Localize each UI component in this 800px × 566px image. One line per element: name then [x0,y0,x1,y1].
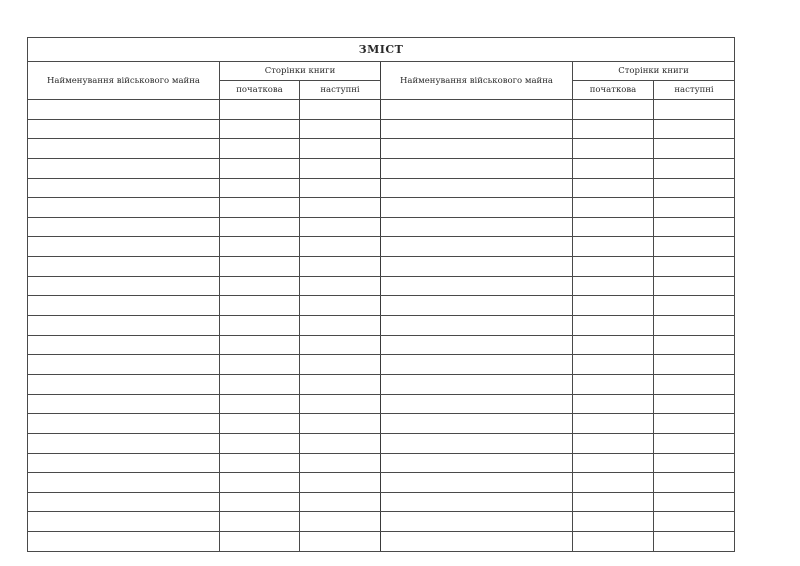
right-first-page-cell [573,335,654,355]
left-next-pages-cell [300,296,381,316]
left-next-pages-cell [300,453,381,473]
left-first-page-cell [220,492,300,512]
right-next-pages-cell [654,139,735,159]
left-next-pages-cell [300,355,381,375]
left-pages-header: Сторінки книги [220,62,381,81]
right-first-page-cell [573,100,654,120]
right-first-page-cell [573,355,654,375]
right-first-page-cell [573,276,654,296]
table-row [28,394,735,414]
right-first-page-cell [573,512,654,532]
table-row [28,237,735,257]
left-first-page-cell [220,316,300,336]
left-first-page-cell [220,158,300,178]
table-row [28,374,735,394]
left-next-pages-cell [300,119,381,139]
right-name-cell [381,178,573,198]
right-next-pages-cell [654,433,735,453]
right-next-pages-cell [654,178,735,198]
table-row [28,257,735,277]
table-row [28,355,735,375]
contents-form-table [27,37,735,552]
left-next-pages-cell [300,394,381,414]
table-row [28,492,735,512]
right-name-cell [381,453,573,473]
right-next-pages-cell [654,394,735,414]
right-name-cell [381,119,573,139]
left-first-page-cell [220,217,300,237]
right-first-page-cell [573,414,654,434]
left-next-pages-cell [300,414,381,434]
left-next-pages-cell [300,198,381,218]
table-row [28,178,735,198]
left-first-page-cell [220,335,300,355]
right-name-cell [381,100,573,120]
left-next-pages-cell [300,335,381,355]
left-first-page-cell [220,355,300,375]
form-body [28,100,735,552]
table-row [28,119,735,139]
left-first-page-cell [220,257,300,277]
left-next-pages-cell [300,492,381,512]
right-next-pages-cell [654,198,735,218]
right-first-page-cell [573,532,654,552]
left-name-cell [28,414,220,434]
right-name-cell [381,237,573,257]
left-first-page-cell [220,512,300,532]
left-next-pages-cell [300,178,381,198]
right-next-pages-cell [654,473,735,493]
left-name-cell [28,178,220,198]
form-title: ЗМІСТ [28,38,735,62]
right-name-cell [381,276,573,296]
right-next-pages-cell [654,335,735,355]
right-first-page-cell [573,178,654,198]
left-name-cell [28,394,220,414]
right-name-cell [381,158,573,178]
right-next-pages-cell [654,100,735,120]
left-next-pages-cell [300,532,381,552]
left-name-cell [28,473,220,493]
left-first-page-cell [220,473,300,493]
right-next-pages-cell [654,276,735,296]
left-name-cell [28,316,220,336]
table-row [28,532,735,552]
left-first-page-cell [220,276,300,296]
table-row [28,433,735,453]
right-next-pages-cell [654,217,735,237]
left-next-pages-cell [300,512,381,532]
right-name-cell [381,492,573,512]
right-name-cell [381,139,573,159]
right-name-cell [381,296,573,316]
right-first-page-cell [573,237,654,257]
left-name-cell [28,257,220,277]
left-name-cell [28,374,220,394]
right-name-cell [381,335,573,355]
right-next-pages-cell [654,257,735,277]
left-first-page-cell [220,139,300,159]
left-next-pages-cell [300,276,381,296]
left-name-cell [28,296,220,316]
left-first-page-cell [220,532,300,552]
left-next-pages-cell [300,433,381,453]
right-name-cell [381,414,573,434]
right-next-pages-cell [654,374,735,394]
right-next-pages-cell [654,316,735,336]
right-name-cell [381,512,573,532]
right-name-column-header: Найменування військового майна [381,62,573,100]
right-name-cell [381,473,573,493]
left-first-page-header: початкова [220,81,300,100]
left-next-pages-cell [300,139,381,159]
left-next-pages-cell [300,257,381,277]
table-row [28,473,735,493]
right-next-pages-cell [654,414,735,434]
left-next-pages-cell [300,473,381,493]
right-next-pages-cell [654,296,735,316]
table-row [28,453,735,473]
left-first-page-cell [220,237,300,257]
table-row [28,414,735,434]
table-row [28,316,735,336]
right-first-page-cell [573,492,654,512]
left-name-cell [28,532,220,552]
left-name-cell [28,335,220,355]
left-first-page-cell [220,198,300,218]
right-first-page-cell [573,198,654,218]
left-first-page-cell [220,414,300,434]
table-row [28,198,735,218]
left-name-cell [28,100,220,120]
table-row [28,276,735,296]
right-name-cell [381,394,573,414]
left-name-cell [28,119,220,139]
right-name-cell [381,257,573,277]
table-row [28,217,735,237]
table-row [28,139,735,159]
right-first-page-header: початкова [573,81,654,100]
left-next-pages-cell [300,158,381,178]
left-first-page-cell [220,178,300,198]
right-next-pages-cell [654,532,735,552]
right-first-page-cell [573,158,654,178]
left-next-pages-cell [300,237,381,257]
left-next-pages-cell [300,100,381,120]
right-first-page-cell [573,394,654,414]
right-next-pages-cell [654,119,735,139]
right-next-pages-header: наступні [654,81,735,100]
left-name-column-header: Найменування військового майна [28,62,220,100]
left-name-cell [28,158,220,178]
left-name-cell [28,217,220,237]
table-row [28,335,735,355]
right-name-cell [381,316,573,336]
right-first-page-cell [573,374,654,394]
left-next-pages-cell [300,374,381,394]
right-name-cell [381,217,573,237]
left-first-page-cell [220,374,300,394]
right-first-page-cell [573,217,654,237]
left-first-page-cell [220,100,300,120]
right-next-pages-cell [654,492,735,512]
right-first-page-cell [573,119,654,139]
right-first-page-cell [573,296,654,316]
left-name-cell [28,433,220,453]
right-name-cell [381,198,573,218]
right-name-cell [381,532,573,552]
left-name-cell [28,453,220,473]
table-row [28,296,735,316]
left-name-cell [28,492,220,512]
right-next-pages-cell [654,237,735,257]
left-next-pages-cell [300,217,381,237]
left-first-page-cell [220,433,300,453]
left-first-page-cell [220,119,300,139]
right-name-cell [381,433,573,453]
table-row [28,512,735,532]
left-next-pages-header: наступні [300,81,381,100]
left-name-cell [28,276,220,296]
right-first-page-cell [573,257,654,277]
table-row [28,100,735,120]
right-first-page-cell [573,453,654,473]
left-first-page-cell [220,453,300,473]
right-first-page-cell [573,473,654,493]
right-first-page-cell [573,433,654,453]
right-name-cell [381,355,573,375]
left-first-page-cell [220,296,300,316]
left-name-cell [28,198,220,218]
left-first-page-cell [220,394,300,414]
right-next-pages-cell [654,453,735,473]
left-name-cell [28,139,220,159]
right-next-pages-cell [654,158,735,178]
left-name-cell [28,237,220,257]
left-name-cell [28,512,220,532]
table-row [28,158,735,178]
left-next-pages-cell [300,316,381,336]
right-name-cell [381,374,573,394]
right-first-page-cell [573,316,654,336]
left-name-cell [28,355,220,375]
right-next-pages-cell [654,355,735,375]
right-first-page-cell [573,139,654,159]
right-next-pages-cell [654,512,735,532]
right-pages-header: Сторінки книги [573,62,735,81]
